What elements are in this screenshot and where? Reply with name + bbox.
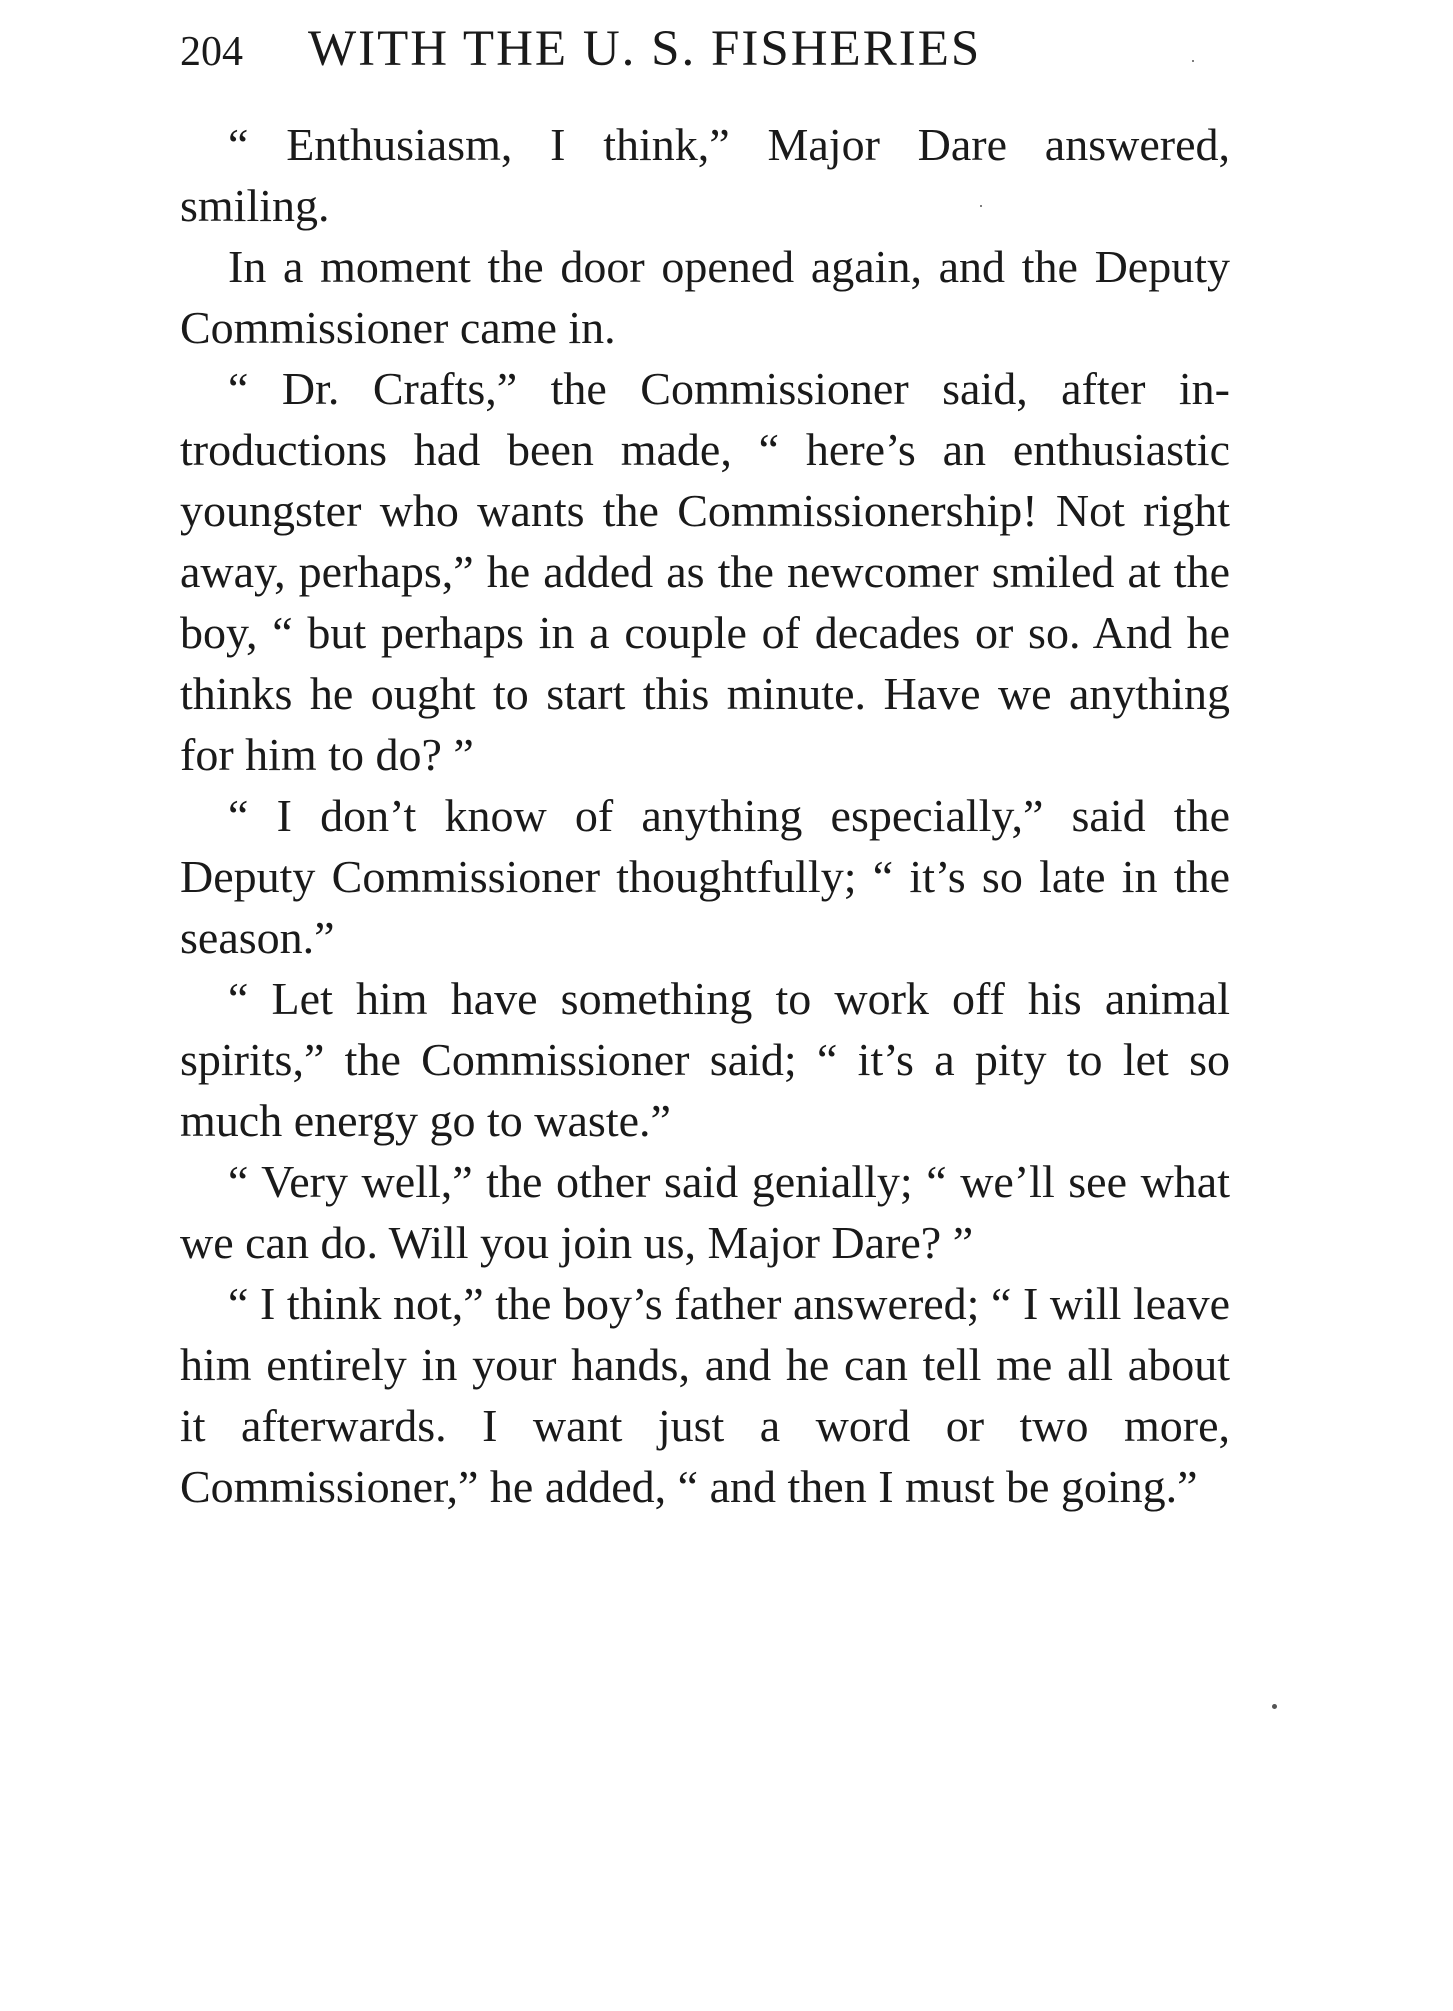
running-title: WITH THE U. S. FISHERIES [308, 21, 982, 77]
paragraph: “ I think not,” the boy’s father answered; “ I will leave him entirely in your hands, and he can tell me all about it afterwards. I want just a word or two more, Commissioner,” he added, “ and then I must be going.” [180, 1278, 1230, 1512]
paragraph: In a moment the door opened again, and the Deputy Commissioner came in. [180, 241, 1230, 353]
scan-speck [1192, 60, 1194, 62]
body-text [180, 114, 1230, 1517]
scan-speck [980, 205, 982, 207]
paragraph: “ Enthusiasm, I think,” Major Dare answered, smiling. [180, 119, 1230, 231]
page-header [180, 20, 1230, 86]
paragraph: “ Dr. Crafts,” the Commissioner said, after introductions had been made, “ here’s an enthusiastic youngster who wants the Commissionership! Not right away, perhaps,” he added as the newcomer smiled at the boy, “ but perhaps in a couple of decades or so. And he thinks he ought to start this minute. Have we anything for him to do? ” [180, 363, 1230, 780]
paragraph: “ I don’t know of anything especially,” said the Deputy Commissioner thoughtfully; “ it’s so late in the season.” [180, 790, 1230, 963]
page-number: 204 [180, 29, 243, 75]
book-page [180, 20, 1230, 1517]
paragraph: “ Let him have something to work off his animal spirits,” the Commissioner said; “ it’s a pity to let so much energy go to waste.” [180, 973, 1230, 1146]
scan-speck [1272, 1704, 1277, 1709]
paragraph: “ Very well,” the other said genially; “ we’ll see what we can do. Will you join us, Major Dare? ” [180, 1156, 1230, 1268]
